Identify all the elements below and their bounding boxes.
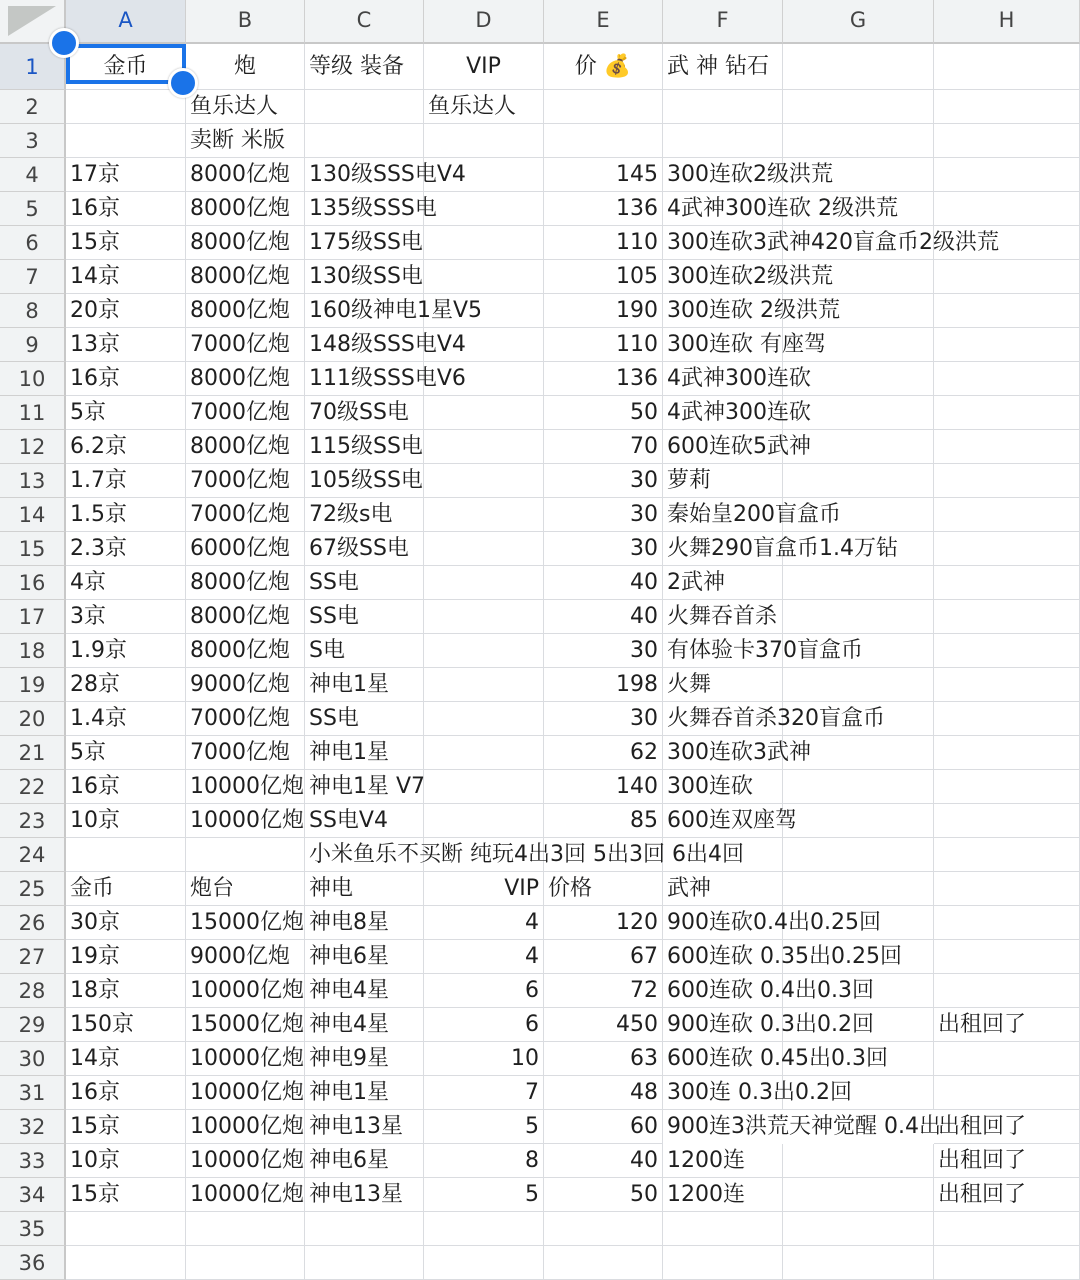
cell-b32[interactable]: 10000亿炮 (186, 1110, 305, 1144)
cell-a4[interactable]: 17京 (66, 158, 186, 192)
cell-d32[interactable]: 5 (424, 1110, 544, 1144)
selection-start-handle[interactable] (49, 28, 79, 58)
cell-d33[interactable]: 8 (424, 1144, 544, 1178)
grid-cell[interactable] (934, 1246, 1080, 1280)
grid-cell[interactable] (424, 1212, 544, 1246)
cell-h29[interactable]: 出租回了 (934, 1008, 1080, 1042)
cell-e30[interactable]: 63 (544, 1042, 663, 1076)
cell-e32[interactable]: 60 (544, 1110, 663, 1144)
cell-f7[interactable]: 300连砍2级洪荒 (667, 264, 833, 289)
cell-c8[interactable]: 160级神电1星V5 (305, 294, 424, 328)
cell-c9[interactable]: 148级SSS电V4 (305, 328, 424, 362)
cell-c13[interactable]: 105级SS电 (305, 464, 424, 498)
cell-d27[interactable]: 4 (424, 940, 544, 974)
cell-f31[interactable]: 300连 0.3出0.2回 (667, 1080, 852, 1105)
cell-c23[interactable]: SS电V4 (305, 804, 424, 838)
cell-e11[interactable]: 50 (544, 396, 663, 430)
row-header-10[interactable]: 10 (0, 362, 66, 396)
grid-cell[interactable] (544, 90, 663, 124)
cell-a8[interactable]: 20京 (66, 294, 186, 328)
cell-b8[interactable]: 8000亿炮 (186, 294, 305, 328)
grid-cell[interactable] (783, 1246, 934, 1280)
cell-e21[interactable]: 62 (544, 736, 663, 770)
cell-e12[interactable]: 70 (544, 430, 663, 464)
cell-c7[interactable]: 130级SS电 (305, 260, 424, 294)
grid-cell[interactable] (783, 872, 934, 906)
cell-d26[interactable]: 4 (424, 906, 544, 940)
cell-a22[interactable]: 16京 (66, 770, 186, 804)
row-header-22[interactable]: 22 (0, 770, 66, 804)
grid-cell[interactable] (783, 90, 934, 124)
cell-c6[interactable]: 175级SS电 (305, 226, 424, 260)
grid-cell[interactable] (783, 1212, 934, 1246)
row-header-13[interactable]: 13 (0, 464, 66, 498)
cell-e25[interactable]: 价格 (544, 872, 663, 906)
cell-b19[interactable]: 9000亿炮 (186, 668, 305, 702)
row-header-4[interactable]: 4 (0, 158, 66, 192)
cell-e1[interactable]: 价 💰 (544, 44, 663, 90)
cell-e9[interactable]: 110 (544, 328, 663, 362)
cell-c22[interactable]: 神电1星 V7 (305, 770, 424, 804)
cell-b11[interactable]: 7000亿炮 (186, 396, 305, 430)
grid-cell[interactable] (305, 124, 424, 158)
cell-b2[interactable]: 鱼乐达人 (186, 90, 305, 124)
cell-a33[interactable]: 10京 (66, 1144, 186, 1178)
grid-cell[interactable] (424, 1246, 544, 1280)
cell-a18[interactable]: 1.9京 (66, 634, 186, 668)
cell-e27[interactable]: 67 (544, 940, 663, 974)
grid-cell[interactable] (424, 566, 544, 600)
cell-a5[interactable]: 16京 (66, 192, 186, 226)
cell-c30[interactable]: 神电9星 (305, 1042, 424, 1076)
grid-cell[interactable] (934, 124, 1080, 158)
cell-f22[interactable]: 300连砍 (667, 774, 753, 799)
row-header-8[interactable]: 8 (0, 294, 66, 328)
cell-e33[interactable]: 40 (544, 1144, 663, 1178)
cell-c18[interactable]: S电 (305, 634, 424, 668)
column-header-b[interactable]: B (186, 0, 305, 44)
cell-a19[interactable]: 28京 (66, 668, 186, 702)
cell-c11[interactable]: 70级SS电 (305, 396, 424, 430)
grid-cell[interactable] (186, 1246, 305, 1280)
row-header-1[interactable]: 1 (0, 44, 66, 90)
cell-b14[interactable]: 7000亿炮 (186, 498, 305, 532)
cell-b6[interactable]: 8000亿炮 (186, 226, 305, 260)
cell-f20[interactable]: 火舞吞首杀320盲盒币 (667, 706, 885, 731)
column-header-d[interactable]: D (424, 0, 544, 44)
cell-a16[interactable]: 4京 (66, 566, 186, 600)
row-header-15[interactable]: 15 (0, 532, 66, 566)
row-header-27[interactable]: 27 (0, 940, 66, 974)
row-header-19[interactable]: 19 (0, 668, 66, 702)
cell-f11[interactable]: 4武神300连砍 (667, 400, 811, 425)
cell-e34[interactable]: 50 (544, 1178, 663, 1212)
cell-b26[interactable]: 15000亿炮 (186, 906, 305, 940)
cell-a11[interactable]: 5京 (66, 396, 186, 430)
cell-a10[interactable]: 16京 (66, 362, 186, 396)
cell-c5[interactable]: 135级SSS电 (305, 192, 424, 226)
row-header-18[interactable]: 18 (0, 634, 66, 668)
cell-f4[interactable]: 300连砍2级洪荒 (667, 162, 833, 187)
grid-cell[interactable] (424, 260, 544, 294)
cell-e18[interactable]: 30 (544, 634, 663, 668)
grid-cell[interactable] (424, 396, 544, 430)
row-header-14[interactable]: 14 (0, 498, 66, 532)
grid-cell[interactable] (544, 1246, 663, 1280)
row-header-33[interactable]: 33 (0, 1144, 66, 1178)
grid-cell[interactable] (544, 124, 663, 158)
grid-cell[interactable] (663, 90, 783, 124)
cell-e26[interactable]: 120 (544, 906, 663, 940)
cell-f30[interactable]: 600连砍 0.45出0.3回 (667, 1046, 888, 1071)
row-header-28[interactable]: 28 (0, 974, 66, 1008)
grid-cell[interactable] (424, 736, 544, 770)
row-header-12[interactable]: 12 (0, 430, 66, 464)
cell-f13[interactable]: 萝莉 (667, 468, 712, 493)
cell-e16[interactable]: 40 (544, 566, 663, 600)
cell-b29[interactable]: 15000亿炮 (186, 1008, 305, 1042)
cell-f10[interactable]: 4武神300连砍 (667, 366, 811, 391)
row-header-34[interactable]: 34 (0, 1178, 66, 1212)
cell-b3[interactable]: 卖断 米版 (186, 124, 305, 158)
grid-cell[interactable] (424, 192, 544, 226)
cell-e14[interactable]: 30 (544, 498, 663, 532)
cell-b21[interactable]: 7000亿炮 (186, 736, 305, 770)
cell-b22[interactable]: 10000亿炮 (186, 770, 305, 804)
grid-cell[interactable] (66, 124, 186, 158)
row-header-17[interactable]: 17 (0, 600, 66, 634)
cell-b1[interactable]: 炮 (186, 44, 305, 90)
grid-cell[interactable] (934, 90, 1080, 124)
cell-c4[interactable]: 130级SSS电V4 (305, 158, 424, 192)
cell-a26[interactable]: 30京 (66, 906, 186, 940)
row-header-32[interactable]: 32 (0, 1110, 66, 1144)
cell-b10[interactable]: 8000亿炮 (186, 362, 305, 396)
cell-b9[interactable]: 7000亿炮 (186, 328, 305, 362)
column-header-e[interactable]: E (544, 0, 663, 44)
cell-a34[interactable]: 15京 (66, 1178, 186, 1212)
cell-b7[interactable]: 8000亿炮 (186, 260, 305, 294)
row-header-6[interactable]: 6 (0, 226, 66, 260)
row-header-24[interactable]: 24 (0, 838, 66, 872)
column-header-h[interactable]: H (934, 0, 1080, 44)
grid-cell[interactable] (424, 532, 544, 566)
cell-a6[interactable]: 15京 (66, 226, 186, 260)
cell-f29[interactable]: 900连砍 0.3出0.2回 (667, 1012, 874, 1037)
cell-e15[interactable]: 30 (544, 532, 663, 566)
row-header-3[interactable]: 3 (0, 124, 66, 158)
column-header-f[interactable]: F (663, 0, 783, 44)
cell-a23[interactable]: 10京 (66, 804, 186, 838)
cell-b20[interactable]: 7000亿炮 (186, 702, 305, 736)
cell-a12[interactable]: 6.2京 (66, 430, 186, 464)
cell-b27[interactable]: 9000亿炮 (186, 940, 305, 974)
column-header-g[interactable]: G (783, 0, 934, 44)
cell-f25[interactable]: 武神 (663, 872, 783, 906)
grid-cell[interactable] (424, 498, 544, 532)
grid-cell[interactable] (783, 124, 934, 158)
cell-b4[interactable]: 8000亿炮 (186, 158, 305, 192)
cell-a32[interactable]: 15京 (66, 1110, 186, 1144)
cell-e31[interactable]: 48 (544, 1076, 663, 1110)
cell-b28[interactable]: 10000亿炮 (186, 974, 305, 1008)
cell-c25[interactable]: 神电 (305, 872, 424, 906)
cell-e22[interactable]: 140 (544, 770, 663, 804)
grid-cell[interactable] (305, 90, 424, 124)
grid-cell[interactable] (305, 1246, 424, 1280)
column-header-a[interactable]: A (66, 0, 186, 44)
cell-c14[interactable]: 72级s电 (305, 498, 424, 532)
cell-a17[interactable]: 3京 (66, 600, 186, 634)
cell-f15[interactable]: 火舞290盲盒币1.4万钻 (667, 536, 898, 561)
cell-f1[interactable]: 武 神 钻石 (667, 54, 769, 79)
grid-cell[interactable] (66, 838, 186, 872)
cell-b15[interactable]: 6000亿炮 (186, 532, 305, 566)
grid-cell[interactable] (424, 804, 544, 838)
cell-d28[interactable]: 6 (424, 974, 544, 1008)
grid-cell[interactable] (424, 634, 544, 668)
row-header-2[interactable]: 2 (0, 90, 66, 124)
cell-b17[interactable]: 8000亿炮 (186, 600, 305, 634)
cell-e29[interactable]: 450 (544, 1008, 663, 1042)
cell-e5[interactable]: 136 (544, 192, 663, 226)
cell-c20[interactable]: SS电 (305, 702, 424, 736)
grid-cell[interactable] (934, 872, 1080, 906)
cell-f9[interactable]: 300连砍 有座驾 (667, 332, 826, 357)
cell-e20[interactable]: 30 (544, 702, 663, 736)
cell-e19[interactable]: 198 (544, 668, 663, 702)
row-header-21[interactable]: 21 (0, 736, 66, 770)
cell-f8[interactable]: 300连砍 2级洪荒 (667, 298, 840, 323)
grid-cell[interactable] (424, 464, 544, 498)
cell-b5[interactable]: 8000亿炮 (186, 192, 305, 226)
cell-f14[interactable]: 秦始皇200盲盒币 (667, 502, 841, 527)
cell-a14[interactable]: 1.5京 (66, 498, 186, 532)
cell-b31[interactable]: 10000亿炮 (186, 1076, 305, 1110)
cell-b16[interactable]: 8000亿炮 (186, 566, 305, 600)
cell-b12[interactable]: 8000亿炮 (186, 430, 305, 464)
cell-a30[interactable]: 14京 (66, 1042, 186, 1076)
cell-d2[interactable]: 鱼乐达人 (424, 90, 544, 124)
cell-b23[interactable]: 10000亿炮 (186, 804, 305, 838)
column-header-c[interactable]: C (305, 0, 424, 44)
grid-cell[interactable] (544, 1212, 663, 1246)
grid-cell[interactable] (186, 838, 305, 872)
cell-f32[interactable]: 900连3洪荒天神觉醒 0.4出 (663, 1110, 934, 1144)
grid-cell[interactable] (305, 1212, 424, 1246)
row-header-31[interactable]: 31 (0, 1076, 66, 1110)
row-header-20[interactable]: 20 (0, 702, 66, 736)
cell-c28[interactable]: 神电4星 (305, 974, 424, 1008)
cell-e4[interactable]: 145 (544, 158, 663, 192)
grid-cell[interactable] (424, 600, 544, 634)
cell-a25[interactable]: 金币 (66, 872, 186, 906)
cell-c26[interactable]: 神电8星 (305, 906, 424, 940)
cell-a31[interactable]: 16京 (66, 1076, 186, 1110)
cell-f33[interactable]: 1200连 (667, 1148, 745, 1173)
cell-a27[interactable]: 19京 (66, 940, 186, 974)
cell-f17[interactable]: 火舞吞首杀 (667, 604, 778, 629)
cell-e17[interactable]: 40 (544, 600, 663, 634)
cell-a15[interactable]: 2.3京 (66, 532, 186, 566)
cell-f12[interactable]: 600连砍5武神 (667, 434, 811, 459)
cell-d30[interactable]: 10 (424, 1042, 544, 1076)
grid-cell[interactable] (424, 430, 544, 464)
grid-cell[interactable] (424, 702, 544, 736)
grid-cell[interactable] (424, 770, 544, 804)
cell-e8[interactable]: 190 (544, 294, 663, 328)
row-header-36[interactable]: 36 (0, 1246, 66, 1280)
cell-a29[interactable]: 150京 (66, 1008, 186, 1042)
cell-b30[interactable]: 10000亿炮 (186, 1042, 305, 1076)
cell-h32[interactable]: 出租回了 (934, 1110, 1080, 1144)
cell-b18[interactable]: 8000亿炮 (186, 634, 305, 668)
row-header-9[interactable]: 9 (0, 328, 66, 362)
cell-f6[interactable]: 300连砍3武神420盲盒币2级洪荒 (667, 230, 999, 255)
cell-f26[interactable]: 900连砍0.4出0.25回 (667, 910, 881, 935)
cell-f21[interactable]: 300连砍3武神 (667, 740, 811, 765)
row-header-26[interactable]: 26 (0, 906, 66, 940)
cell-c15[interactable]: 67级SS电 (305, 532, 424, 566)
cell-h33[interactable]: 出租回了 (934, 1144, 1080, 1178)
grid-cell[interactable] (934, 1212, 1080, 1246)
cell-c32[interactable]: 神电13星 (305, 1110, 424, 1144)
cell-a21[interactable]: 5京 (66, 736, 186, 770)
cell-a9[interactable]: 13京 (66, 328, 186, 362)
row-header-29[interactable]: 29 (0, 1008, 66, 1042)
grid-cell[interactable] (424, 668, 544, 702)
cell-e6[interactable]: 110 (544, 226, 663, 260)
cell-b13[interactable]: 7000亿炮 (186, 464, 305, 498)
cell-h34[interactable]: 出租回了 (934, 1178, 1080, 1212)
grid-cell[interactable] (663, 1246, 783, 1280)
row-header-25[interactable]: 25 (0, 872, 66, 906)
cell-d34[interactable]: 5 (424, 1178, 544, 1212)
cell-d1[interactable]: VIP (424, 44, 544, 90)
cell-a1[interactable]: 金币 (66, 44, 186, 90)
cell-a28[interactable]: 18京 (66, 974, 186, 1008)
cell-c16[interactable]: SS电 (305, 566, 424, 600)
cell-c17[interactable]: SS电 (305, 600, 424, 634)
cell-f18[interactable]: 有体验卡370盲盒币 (667, 638, 863, 663)
cell-c12[interactable]: 115级SS电 (305, 430, 424, 464)
row-header-11[interactable]: 11 (0, 396, 66, 430)
row-header-5[interactable]: 5 (0, 192, 66, 226)
cell-d29[interactable]: 6 (424, 1008, 544, 1042)
cell-c31[interactable]: 神电1星 (305, 1076, 424, 1110)
row-header-35[interactable]: 35 (0, 1212, 66, 1246)
row-header-23[interactable]: 23 (0, 804, 66, 838)
cell-c34[interactable]: 神电13星 (305, 1178, 424, 1212)
cell-c33[interactable]: 神电6星 (305, 1144, 424, 1178)
cell-e13[interactable]: 30 (544, 464, 663, 498)
cell-e7[interactable]: 105 (544, 260, 663, 294)
cell-e23[interactable]: 85 (544, 804, 663, 838)
cell-d25[interactable]: VIP (424, 872, 544, 906)
cell-b34[interactable]: 10000亿炮 (186, 1178, 305, 1212)
cell-b25[interactable]: 炮台 (186, 872, 305, 906)
cell-c19[interactable]: 神电1星 (305, 668, 424, 702)
cell-c10[interactable]: 111级SSS电V6 (305, 362, 424, 396)
cell-a7[interactable]: 14京 (66, 260, 186, 294)
cell-f23[interactable]: 600连双座驾 (667, 808, 797, 833)
cell-c21[interactable]: 神电1星 (305, 736, 424, 770)
cell-f27[interactable]: 600连砍 0.35出0.25回 (667, 944, 902, 969)
grid-cell[interactable] (186, 1212, 305, 1246)
selection-end-handle[interactable] (168, 68, 198, 98)
cell-c29[interactable]: 神电4星 (305, 1008, 424, 1042)
cell-b33[interactable]: 10000亿炮 (186, 1144, 305, 1178)
select-all-triangle-icon (8, 6, 56, 36)
cell-f19[interactable]: 火舞 (667, 672, 712, 697)
cell-c1[interactable]: 等级 装备 (305, 44, 424, 90)
cell-f34[interactable]: 1200连 (667, 1182, 745, 1207)
grid-cell[interactable] (66, 1212, 186, 1246)
grid-cell[interactable] (663, 124, 783, 158)
cell-d31[interactable]: 7 (424, 1076, 544, 1110)
cell-f5[interactable]: 4武神300连砍 2级洪荒 (667, 196, 898, 221)
cell-e10[interactable]: 136 (544, 362, 663, 396)
grid-cell[interactable] (663, 1212, 783, 1246)
cell-a20[interactable]: 1.4京 (66, 702, 186, 736)
cell-e28[interactable]: 72 (544, 974, 663, 1008)
cell-c27[interactable]: 神电6星 (305, 940, 424, 974)
grid-cell[interactable] (66, 90, 186, 124)
cell-f28[interactable]: 600连砍 0.4出0.3回 (667, 978, 874, 1003)
cell-c24[interactable]: 小米鱼乐不买断 纯玩4出3回 5出3回 6出4回 (309, 842, 744, 867)
cell-a13[interactable]: 1.7京 (66, 464, 186, 498)
cell-f16[interactable]: 2武神 (667, 570, 725, 595)
row-header-7[interactable]: 7 (0, 260, 66, 294)
grid-cell[interactable] (66, 1246, 186, 1280)
row-header-30[interactable]: 30 (0, 1042, 66, 1076)
row-header-16[interactable]: 16 (0, 566, 66, 600)
grid-cell[interactable] (424, 124, 544, 158)
grid-cell[interactable] (424, 226, 544, 260)
